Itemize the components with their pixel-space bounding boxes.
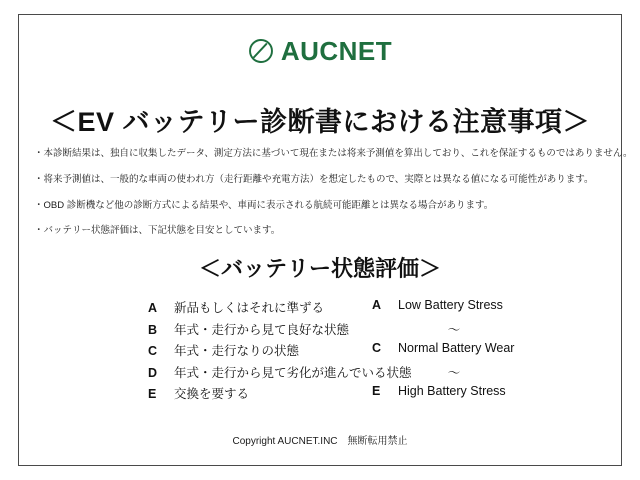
copyright-footer: Copyright AUCNET.INC 無断転用禁止	[232, 436, 408, 447]
grade-letter: E	[148, 387, 157, 401]
grade-row	[372, 320, 572, 342]
grade-table-english	[320, 298, 572, 406]
grade-range-marker: 〜	[447, 365, 461, 380]
grade-range-marker: 〜	[447, 322, 461, 337]
grade-letter: E	[372, 384, 381, 398]
note-item: ・OBD 診断機など他の診断方式による結果や、車両に表示される航続可能距離とは異なる場合があります。	[34, 199, 494, 211]
grade-label: 年式・走行なりの状態	[174, 344, 300, 358]
aucnet-circle-logo-icon	[248, 38, 274, 64]
grade-label: 交換を要する	[174, 387, 250, 401]
grade-label: Low Battery Stress	[398, 298, 503, 312]
grade-letter: A	[372, 298, 382, 312]
grade-row	[372, 363, 572, 385]
section-title: ＜バッテリー状態評価＞	[198, 256, 441, 281]
grade-label: 年式・走行から見て劣化が進んでいる状態	[174, 365, 412, 380]
grade-row	[148, 363, 412, 385]
grade-letter: A	[148, 301, 158, 315]
note-item: ・バッテリー状態評価は、下記状態を目安としています。	[34, 225, 281, 237]
grade-label: Normal Battery Wear	[398, 341, 515, 355]
grade-letter: C	[148, 344, 158, 358]
grade-letter: B	[148, 322, 158, 337]
grade-label: 年式・走行から見て良好な状態	[174, 322, 350, 337]
grade-row	[372, 298, 572, 320]
grade-label: High Battery Stress	[398, 384, 506, 398]
note-item: ・本診断結果は、独自に収集したデータ、測定方法に基づいて現在または将来予測値を算出しており、これを保証するものではありません。	[34, 148, 633, 159]
battery-grade-tables	[0, 298, 640, 406]
note-item: ・将来予測値は、一般的な車両の使われ方（走行距離や充電方法）を想定したもので、実際とは異なる値になる可能性があります。	[34, 173, 594, 185]
grade-letter: C	[372, 341, 382, 355]
page-title: ＜EV バッテリー診断書における注意事項＞	[49, 107, 591, 137]
grade-row	[148, 298, 325, 320]
grade-label: 新品もしくはそれに準ずる	[174, 301, 325, 315]
grade-row	[372, 341, 572, 363]
grade-row	[148, 320, 350, 342]
grade-row	[148, 341, 320, 363]
brand-name: AUCNET	[280, 36, 393, 66]
grade-row	[372, 384, 572, 406]
brand-logo	[0, 38, 640, 64]
grade-table-japanese	[68, 298, 412, 406]
notes-list	[34, 148, 633, 251]
grade-letter: D	[148, 365, 158, 380]
grade-row	[148, 384, 320, 406]
